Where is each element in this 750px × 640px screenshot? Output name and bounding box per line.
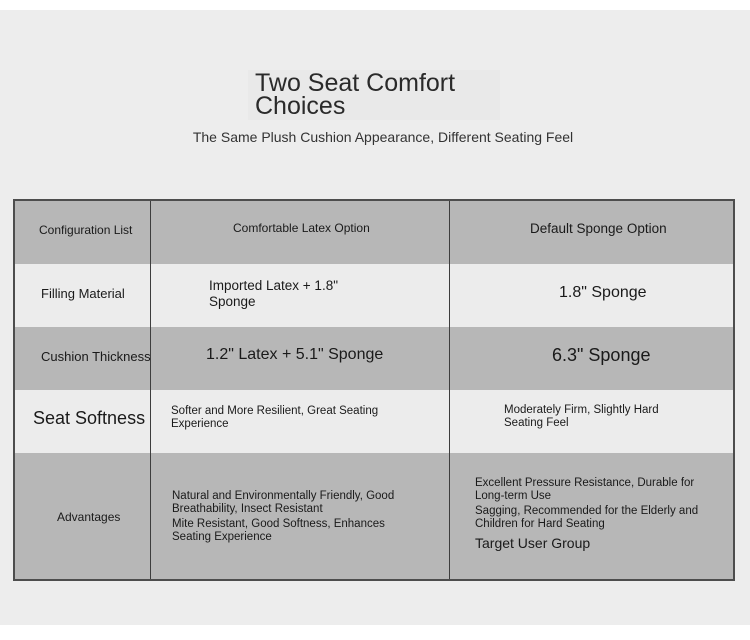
sponge-advantages-3: Target User Group: [475, 535, 591, 551]
label-cushion-thickness: Cushion Thickness: [41, 349, 151, 364]
sponge-advantages-1: Excellent Pressure Resistance, Durable for Long-term Use: [475, 477, 695, 502]
latex-advantages-1: Natural and Environmentally Friendly, Good Breathability, Insect Resistant: [172, 490, 395, 515]
page-title-line-1: Two Seat Comfort: [255, 69, 456, 97]
comparison-table: [13, 199, 735, 581]
latex-filling-material: Imported Latex + 1.8" Sponge: [209, 278, 338, 309]
label-advantages: Advantages: [57, 510, 121, 524]
sponge-cushion-thickness: 6.3" Sponge: [552, 345, 651, 365]
header-latex-option: Comfortable Latex Option: [233, 221, 370, 235]
page-subtitle: The Same Plush Cushion Appearance, Different Seating Feel: [192, 129, 574, 145]
label-filling-material: Filling Material: [41, 286, 125, 301]
column-divider-2: [449, 201, 450, 579]
page-title-line-2: Choices: [255, 92, 346, 120]
label-seat-softness: Seat Softness: [33, 408, 146, 428]
header-configuration-list: Configuration List: [39, 223, 133, 237]
latex-advantages-2: Mite Resistant, Good Softness, Enhances Seating Experience: [172, 518, 385, 543]
page-title: [255, 69, 495, 120]
sponge-seat-softness: Moderately Firm, Slightly Hard Seating Feel: [504, 404, 659, 429]
latex-cushion-thickness: 1.2" Latex + 5.1" Sponge: [206, 346, 384, 363]
sponge-filling-material: 1.8" Sponge: [559, 284, 647, 301]
sponge-advantages-2: Sagging, Recommended for the Elderly and Children for Hard Seating: [475, 505, 699, 530]
latex-seat-softness: Softer and More Resilient, Great Seating Experience: [171, 405, 379, 430]
column-divider-1: [150, 201, 151, 579]
header-sponge-option: Default Sponge Option: [530, 221, 667, 236]
